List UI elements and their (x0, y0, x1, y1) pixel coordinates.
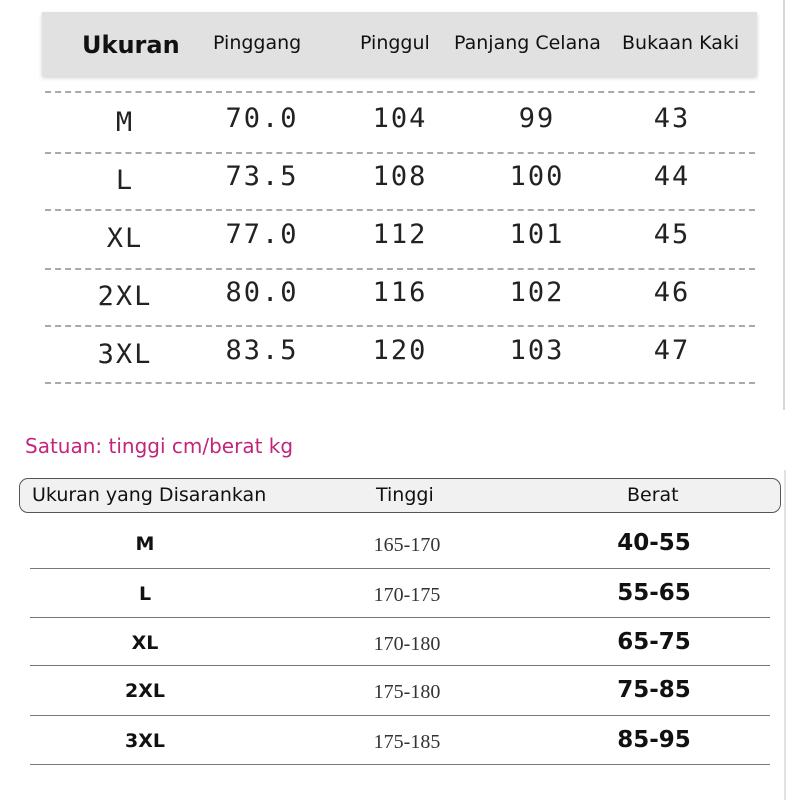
recommend-table-header (19, 478, 781, 513)
hip-cell: 104 (372, 103, 428, 134)
weight-cell: 65-75 (617, 629, 691, 655)
table-row (0, 161, 800, 201)
header-pinggul: Pinggul (360, 32, 430, 54)
leg-opening-cell: 47 (653, 335, 691, 366)
row-divider (45, 152, 755, 154)
table-row (0, 677, 800, 713)
units-note: Satuan: tinggi cm/berat kg (25, 434, 294, 458)
size-cell: 3XL (97, 339, 153, 370)
hip-cell: 112 (372, 219, 428, 250)
leg-opening-cell: 44 (653, 161, 691, 192)
length-cell: 100 (509, 161, 565, 192)
row-divider (30, 665, 770, 666)
table-row (0, 103, 800, 143)
row-divider (30, 617, 770, 618)
leg-opening-cell: 43 (653, 103, 691, 134)
hip-cell: 108 (372, 161, 428, 192)
row-divider (30, 764, 770, 765)
length-cell: 101 (509, 219, 565, 250)
size-cell: M (135, 533, 155, 555)
height-cell: 170-180 (373, 633, 441, 655)
row-divider (45, 325, 755, 327)
row-divider (45, 268, 755, 270)
weight-cell: 40-55 (617, 530, 691, 556)
hip-cell: 120 (372, 335, 428, 366)
table-row (0, 219, 800, 259)
table-row (0, 277, 800, 317)
weight-cell: 75-85 (617, 677, 691, 703)
weight-cell: 85-95 (617, 727, 691, 753)
size-cell: M (115, 107, 135, 138)
height-cell: 175-180 (373, 681, 441, 703)
leg-opening-cell: 46 (653, 277, 691, 308)
size-cell: 3XL (125, 730, 165, 752)
header-height: Tinggi (376, 484, 434, 506)
length-cell: 102 (509, 277, 565, 308)
table-row (0, 530, 800, 566)
size-cell: 2XL (125, 680, 165, 702)
height-cell: 165-170 (373, 534, 441, 556)
header-bukaan-kaki: Bukaan Kaki (622, 32, 740, 54)
size-cell: XL (106, 223, 144, 254)
size-cell: L (138, 583, 152, 605)
height-cell: 175-185 (373, 731, 441, 753)
size-cell: 2XL (97, 281, 153, 312)
header-weight: Berat (627, 484, 679, 506)
table-row (0, 727, 800, 763)
row-divider (45, 91, 755, 93)
length-cell: 103 (509, 335, 565, 366)
leg-opening-cell: 45 (653, 219, 691, 250)
height-cell: 170-175 (373, 584, 441, 606)
hip-cell: 116 (372, 277, 428, 308)
row-divider (30, 715, 770, 716)
header-panjang-celana: Panjang Celana (454, 32, 601, 54)
length-cell: 99 (518, 103, 556, 134)
table-row (0, 629, 800, 665)
table-row (0, 580, 800, 616)
row-divider (45, 209, 755, 211)
size-cell: XL (131, 632, 159, 654)
weight-cell: 55-65 (617, 580, 691, 606)
waist-cell: 83.5 (225, 335, 299, 366)
header-pinggang: Pinggang (213, 32, 302, 54)
table-row (0, 335, 800, 375)
waist-cell: 73.5 (225, 161, 299, 192)
waist-cell: 77.0 (225, 219, 299, 250)
waist-cell: 80.0 (225, 277, 299, 308)
header-recommended-size: Ukuran yang Disarankan (32, 484, 267, 506)
row-divider (30, 568, 770, 569)
row-divider (45, 382, 755, 384)
header-ukuran: Ukuran (82, 31, 180, 59)
waist-cell: 70.0 (225, 103, 299, 134)
size-cell: L (115, 165, 135, 196)
size-table-header (42, 12, 757, 76)
